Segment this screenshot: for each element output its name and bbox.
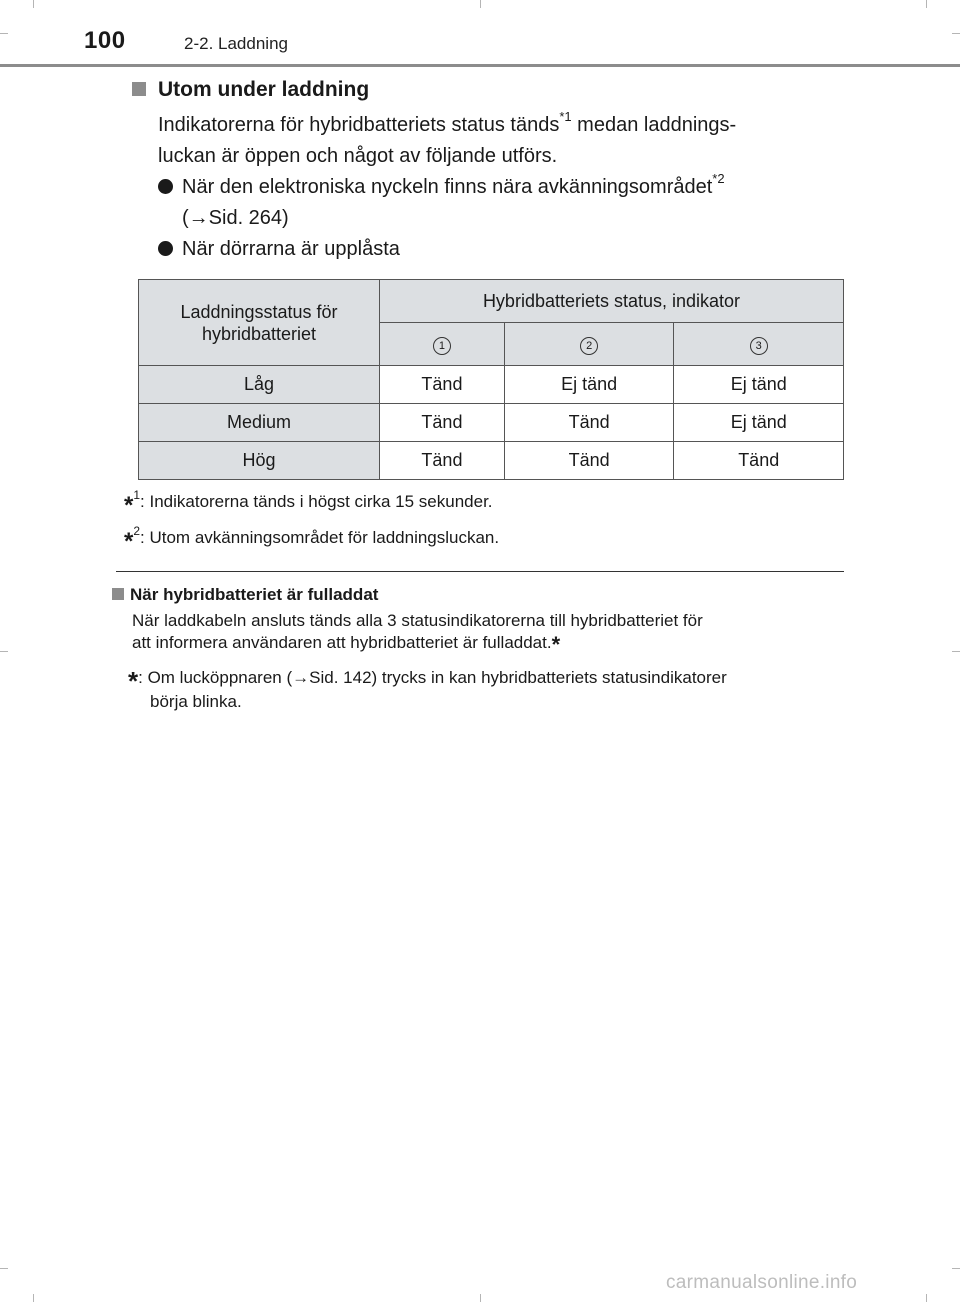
table-cell: Tänd <box>504 404 674 442</box>
subsection-heading <box>112 585 378 605</box>
crop-mark <box>33 0 34 8</box>
table-cell: Tänd <box>380 442 505 480</box>
footnote-text: börja blinka. <box>150 692 242 711</box>
page-number: 100 <box>84 27 126 54</box>
crop-mark <box>33 1294 34 1302</box>
crop-mark <box>480 1294 481 1302</box>
intro-text-b: medan laddnings- <box>571 114 737 136</box>
table-row <box>139 404 844 442</box>
section-heading-text: Utom under laddning <box>158 78 370 101</box>
intro-text-c: luckan är öppen och något av följande utförs. <box>158 145 558 167</box>
section-divider <box>116 571 844 572</box>
bullet-text: När den elektroniska nyckeln finns nära avkänningsområdet <box>182 176 713 198</box>
crop-mark <box>952 1268 960 1269</box>
footnote <box>124 490 493 518</box>
table-header-cell: Laddningsstatus för hybridbatteriet <box>139 280 380 366</box>
row-label: Låg <box>139 366 380 404</box>
square-bullet-icon <box>132 82 146 96</box>
intro-text-a: Indikatorerna för hybridbatteriets status tänds <box>158 114 560 136</box>
footnote-text: : Om lucköppnaren (→Sid. 142) trycks in kan hybridbatteriets statusindikatorer <box>138 668 727 687</box>
circled-number-icon: 1 <box>433 337 451 355</box>
table-cell: Tänd <box>504 442 674 480</box>
footnote-ref: *2 <box>712 171 725 186</box>
bullet-text: När dörrarna är upplåsta <box>182 238 400 260</box>
status-table <box>138 279 844 480</box>
crop-mark <box>0 651 8 652</box>
bullet-dot-icon <box>158 241 173 256</box>
indicator-header <box>504 323 674 366</box>
table-cell: Ej tänd <box>504 366 674 404</box>
square-bullet-icon <box>112 588 124 600</box>
footnote-text: : Indikatorerna tänds i högst cirka 15 sekunder. <box>140 492 493 511</box>
footnote-ref: *1 <box>559 109 572 124</box>
bullet-dot-icon <box>158 179 173 194</box>
crop-mark <box>480 0 481 8</box>
bullet-item <box>158 234 400 265</box>
header-rule <box>0 64 960 67</box>
paragraph-line: att informera användaren att hybridbatteriet är fulladdat. <box>132 633 552 652</box>
crop-mark <box>926 0 927 8</box>
subsection-heading-text: När hybridbatteriet är fulladdat <box>130 585 379 604</box>
subsection-paragraph <box>132 610 838 657</box>
page-reference: (→Sid. 264) <box>182 207 289 229</box>
footnote <box>128 666 840 714</box>
footnote <box>124 526 499 554</box>
footnote-number: 2 <box>133 524 141 538</box>
paragraph-line: När laddkabeln ansluts tänds alla 3 statusindikatorerna till hybridbatteriet för <box>132 611 703 630</box>
footnote-text: : Utom avkänningsområdet för laddningsluckan. <box>140 528 500 547</box>
table-cell: Ej tänd <box>674 404 844 442</box>
crop-mark <box>952 651 960 652</box>
intro-paragraph <box>158 110 844 172</box>
table-cell: Ej tänd <box>674 366 844 404</box>
crop-mark <box>0 33 8 34</box>
footnote-mark: * <box>128 666 139 696</box>
section-heading <box>132 78 369 102</box>
indicator-header <box>674 323 844 366</box>
row-label: Hög <box>139 442 380 480</box>
table-header-cell: Hybridbatteriets status, indikator <box>380 280 844 323</box>
footnote-mark: * <box>124 492 134 519</box>
footnote-mark: * <box>551 632 561 657</box>
table-row <box>139 366 844 404</box>
circled-number-icon: 2 <box>580 337 598 355</box>
table-cell: Tänd <box>674 442 844 480</box>
footnote-number: 1 <box>133 488 141 502</box>
footnote-mark: * <box>124 528 134 555</box>
bullet-item <box>158 172 725 203</box>
crop-mark <box>0 1268 8 1269</box>
table-cell: Tänd <box>380 404 505 442</box>
indicator-header <box>380 323 505 366</box>
circled-number-icon: 3 <box>750 337 768 355</box>
section-title: 2-2. Laddning <box>184 34 288 53</box>
watermark: carmanualsonline.info <box>666 1272 858 1293</box>
table-row <box>139 442 844 480</box>
crop-mark <box>952 33 960 34</box>
crop-mark <box>926 1294 927 1302</box>
table-cell: Tänd <box>380 366 505 404</box>
row-label: Medium <box>139 404 380 442</box>
